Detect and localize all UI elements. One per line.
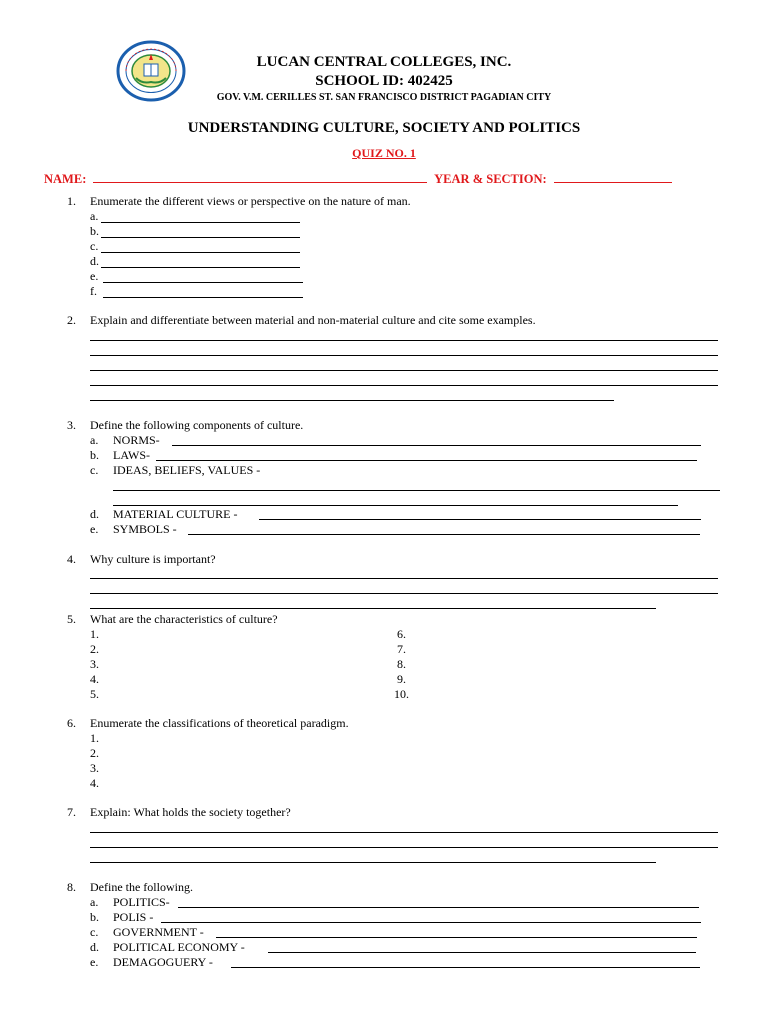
year-section-blank[interactable]: [554, 171, 672, 183]
school-address: GOV. V.M. CERILLES ST. SAN FRANCISCO DISTRICT PAGADIAN CITY: [216, 92, 552, 103]
question-8: [67, 880, 193, 895]
question-1: [67, 194, 411, 209]
item-letter: f.: [90, 284, 97, 298]
define-item-politics: [90, 895, 170, 910]
answer-blank[interactable]: [101, 252, 300, 253]
answer-line[interactable]: [90, 355, 718, 356]
list-item-number: 1.: [90, 731, 99, 745]
question-5: [67, 612, 278, 627]
list-item-number: 6.: [397, 627, 406, 641]
answer-line[interactable]: [90, 578, 718, 579]
list-item-number: 4.: [90, 776, 99, 790]
answer-line[interactable]: [90, 370, 718, 371]
answer-blank[interactable]: [216, 937, 697, 938]
answer-item: [90, 239, 98, 254]
define-item-symbols: [90, 522, 177, 537]
define-item-material-culture: [90, 507, 237, 522]
answer-blank[interactable]: [268, 952, 696, 953]
list-item-number: 9.: [397, 672, 406, 686]
school-id: SCHOOL ID: 402425: [315, 73, 453, 89]
list-item-number: 3.: [90, 761, 99, 775]
list-item-number: 2.: [90, 746, 99, 760]
item-letter: d.: [90, 940, 99, 954]
item-label: SYMBOLS -: [113, 522, 177, 536]
item-letter: a.: [90, 209, 99, 223]
item-letter: b.: [90, 448, 99, 462]
item-letter: c.: [90, 463, 99, 477]
item-letter: a.: [90, 895, 99, 909]
question-2: [67, 313, 536, 328]
item-letter: a.: [90, 433, 99, 447]
list-item-number: 1.: [90, 627, 99, 641]
define-item-ideas: [90, 463, 260, 478]
item-letter: e.: [90, 955, 99, 969]
answer-item: [90, 284, 97, 299]
question-number: 6.: [67, 716, 76, 730]
item-letter: d.: [90, 254, 99, 268]
school-name: LUCAN CENTRAL COLLEGES, INC.: [256, 54, 512, 70]
question-number: 3.: [67, 418, 76, 432]
name-label: NAME:: [44, 172, 87, 186]
question-text: Define the following.: [90, 880, 193, 894]
answer-line[interactable]: [90, 593, 718, 594]
item-letter: b.: [90, 224, 99, 238]
answer-line[interactable]: [90, 340, 718, 341]
question-number: 5.: [67, 612, 76, 626]
answer-blank[interactable]: [231, 967, 700, 968]
answer-blank[interactable]: [103, 282, 303, 283]
question-text: What are the characteristics of culture?: [90, 612, 278, 626]
answer-line[interactable]: [90, 608, 656, 609]
item-label: DEMAGOGUERY -: [113, 955, 213, 969]
answer-item: [90, 269, 98, 284]
question-3: [67, 418, 303, 433]
question-text: Define the following components of culture.: [90, 418, 304, 432]
item-label: LAWS-: [113, 448, 151, 462]
define-item-demagoguery: [90, 955, 213, 970]
define-item-laws: [90, 448, 150, 463]
answer-line[interactable]: [90, 847, 718, 848]
question-number: 1.: [67, 194, 76, 208]
list-item-number: 5.: [90, 687, 99, 701]
question-text: Enumerate the different views or perspective on the nature of man.: [90, 194, 411, 208]
list-item-number: 7.: [397, 642, 406, 656]
answer-blank[interactable]: [101, 237, 300, 238]
answer-item: [90, 209, 98, 224]
item-letter: e.: [90, 522, 99, 536]
answer-item: [90, 224, 99, 239]
item-label: MATERIAL CULTURE -: [113, 507, 238, 521]
answer-blank[interactable]: [172, 445, 701, 446]
name-section-row: [44, 171, 672, 187]
question-text: Why culture is important?: [90, 552, 216, 566]
answer-line[interactable]: [113, 490, 720, 491]
item-label: IDEAS, BELIEFS, VALUES -: [113, 463, 261, 477]
answer-blank[interactable]: [188, 534, 700, 535]
question-text: Explain and differentiate between material and non-material culture and cite some examples.: [90, 313, 536, 327]
define-item-polis: [90, 910, 153, 925]
item-letter: b.: [90, 910, 99, 924]
item-label: POLITICS-: [113, 895, 170, 909]
list-item-number: 2.: [90, 642, 99, 656]
subject-title: UNDERSTANDING CULTURE, SOCIETY AND POLITICS: [187, 120, 581, 136]
item-letter: c.: [90, 925, 99, 939]
list-item-number: 10.: [394, 687, 409, 701]
item-label: NORMS-: [113, 433, 160, 447]
answer-line[interactable]: [90, 385, 718, 386]
list-item-number: 4.: [90, 672, 99, 686]
answer-line[interactable]: [90, 862, 656, 863]
define-item-government: [90, 925, 204, 940]
item-letter: c.: [90, 239, 99, 253]
item-letter: d.: [90, 507, 99, 521]
answer-blank[interactable]: [178, 907, 699, 908]
question-7: [67, 805, 291, 820]
question-4: [67, 552, 216, 567]
item-label: POLIS -: [113, 910, 154, 924]
item-letter: e.: [90, 269, 99, 283]
item-label: GOVERNMENT -: [113, 925, 204, 939]
answer-blank[interactable]: [101, 267, 300, 268]
answer-blank[interactable]: [161, 922, 701, 923]
define-item-political-economy: [90, 940, 245, 955]
question-number: 4.: [67, 552, 76, 566]
question-6: [67, 716, 349, 731]
list-item-number: 8.: [397, 657, 406, 671]
answer-line[interactable]: [113, 505, 678, 506]
year-section-label: YEAR & SECTION:: [434, 172, 547, 186]
question-number: 8.: [67, 880, 76, 894]
answer-blank[interactable]: [156, 460, 697, 461]
question-text: Enumerate the classifications of theoretical paradigm.: [90, 716, 349, 730]
answer-line[interactable]: [90, 832, 718, 833]
answer-blank[interactable]: [103, 297, 303, 298]
answer-line[interactable]: [90, 400, 614, 401]
answer-blank[interactable]: [259, 519, 701, 520]
answer-item: [90, 254, 99, 269]
answer-blank[interactable]: [101, 222, 300, 223]
define-item-norms: [90, 433, 160, 448]
quiz-number: QUIZ NO. 1: [352, 146, 416, 160]
question-number: 2.: [67, 313, 76, 327]
item-label: POLITICAL ECONOMY -: [113, 940, 245, 954]
list-item-number: 3.: [90, 657, 99, 671]
question-number: 7.: [67, 805, 76, 819]
question-text: Explain: What holds the society together?: [90, 805, 291, 819]
name-blank[interactable]: [93, 171, 427, 183]
